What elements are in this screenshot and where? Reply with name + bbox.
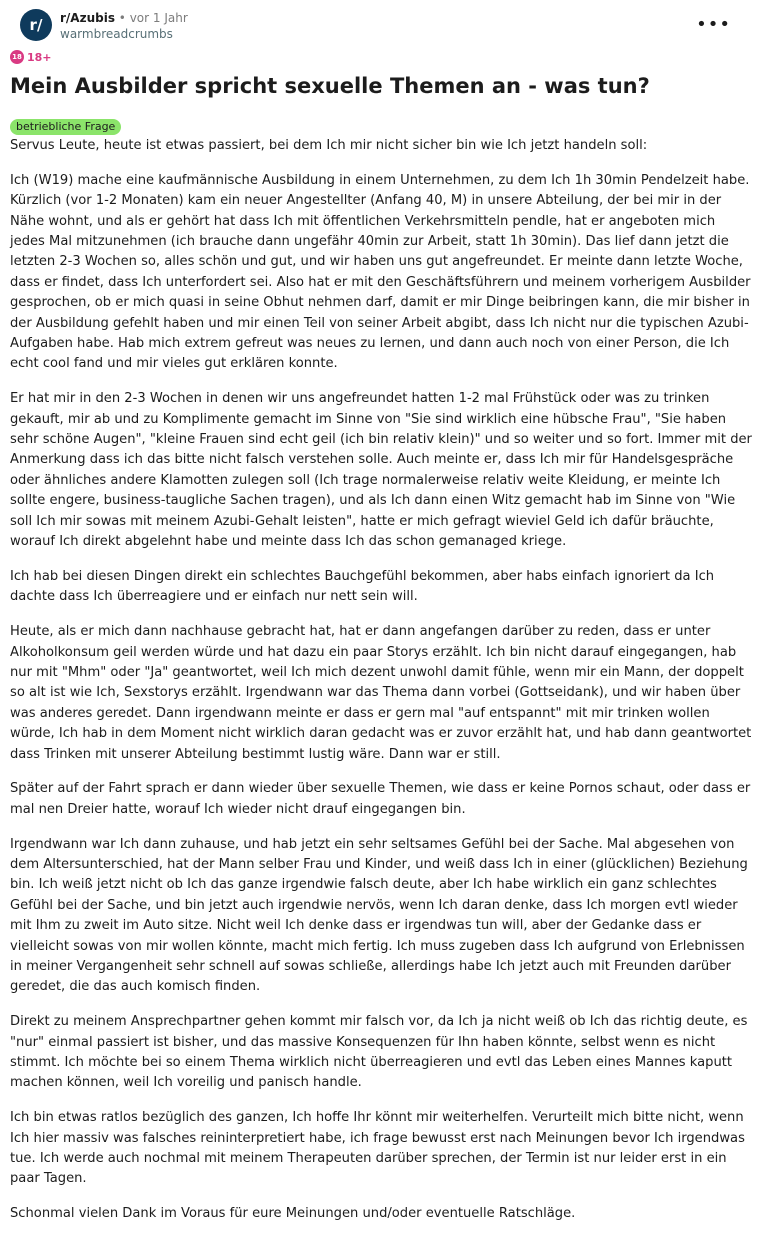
body-paragraph: Schonmal vielen Dank im Voraus für eure Meinungen und/oder eventuelle Ratschläge. — [10, 1206, 576, 1222]
body-paragraph: Servus Leute, heute ist etwas passiert, bei dem Ich mir nicht sicher bin wie Ich jetzt handeln soll: — [10, 138, 648, 153]
body-paragraph: Irgendwann war Ich dann zuhause, und hab jetzt ein sehr seltsames Gefühl bei der Sache. Mal abgesehen von dem Altersunterschied, hat der Mann selber Frau und Kinder, und weiß dass Ich in einer (glücklichen) Beziehung bin. Ich weiß jetzt nicht ob Ich das ganze irgendwie falsch deute, aber Ich habe wirklich ein ganz schlechtes Gefühl bei der Sache, und bin jetzt auch irgendwie nervös, wenn Ich daran denke, dass Ich morgen evtl wieder mit Ihm zu zweit im Auto sitze. Nicht weil Ich denke dass er irgendwas tun will, aber der Gedanke dass er vielleicht sowas von mir wollen könnte, macht mich fertig. Ich muss zugeben dass Ich aufgrund von Erlebnissen in meiner Vergangenheit sehr schnell auf sowas schließe, allerdings habe Ich jetzt auch mit Freunden darüber geredet, die das auch komisch finden. — [10, 836, 748, 995]
body-paragraph: Er hat mir in den 2-3 Wochen in denen wir uns angefreundet hatten 1-2 mal Frühstück oder was zu trinken gekauft, mir ab und zu Komplimente gemacht im Sinne von "Sie sind wirklich eine hübsche Frau", "Sie haben sehr schöne Augen", "kleine Frauen sind echt geil (ich bin relativ klein)" und so weiter und so fort. Immer mit der Anmerkung dass ich das bitte nicht falsch verstehen solle. Auch meinte er, dass Ich mir für Handelsgespräche oder ähnliches andere Klamotten zulegen soll (Ich trage normalerweise relativ weite Kleidung, er meinte Ich sollte engere, business-taugliche Sachen tragen), und als Ich dann einen Witz gemacht hab im Sinne von "Wie soll Ich mir sowas mit meinem Azubi-Gehalt leisten", hatte er mich gefragt wieviel Geld ich dafür bräuchte, worauf Ich direkt abgelehnt habe und meinte dass Ich das schon gemanaged kriege. — [10, 391, 752, 550]
nsfw-icon: 18 — [10, 50, 24, 64]
body-paragraph: Ich bin etwas ratlos bezüglich des ganzen, Ich hoffe Ihr könnt mir weiterhelfen. Verurteilt mich bitte nicht, wenn Ich hier massiv was falsches reininterpretiert habe, ich frage bewusst erst nach Meinungen bevor Ich irgendwas tue. Ich werde auch nochmal mit meinem Therapeuten darüber sprechen, der Termin ist nur leider erst in ein paar Tagen. — [10, 1110, 745, 1187]
body-paragraph: Später auf der Fahrt sprach er dann wieder über sexuelle Themen, wie dass er keine Pornos schaut, oder dass er mal nen Dreier hatte, worauf Ich wieder nicht drauf eingegangen bin. — [10, 781, 751, 817]
nsfw-label: 18+ — [27, 50, 52, 64]
subreddit-avatar[interactable]: r/ — [20, 9, 52, 41]
post-age: vor 1 Jahr — [129, 11, 188, 25]
post-body — [10, 136, 752, 1239]
more-options-icon[interactable]: ••• — [696, 14, 731, 35]
post-flair[interactable]: betriebliche Frage — [10, 119, 121, 135]
post-title: Mein Ausbilder spricht sexuelle Themen an - was tun? — [10, 74, 650, 98]
body-paragraph: Direkt zu meinem Ansprechpartner gehen kommt mir falsch vor, da Ich ja nicht weiß ob Ich das richtig deute, es "nur" einmal passiert ist bisher, und das massive Konsequenzen für Ihn haben könnte, selbst wenn es nicht stimmt. Ich möchte bei so einem Thema wirklich nicht überreagieren und evtl das Leben eines Mannes kaputt machen können, weil Ich voreilig und panisch handle. — [10, 1014, 748, 1091]
subreddit-link[interactable]: r/Azubis — [60, 11, 115, 25]
post-header — [10, 0, 751, 48]
meta-separator: • — [118, 11, 126, 25]
body-paragraph: Ich (W19) mache eine kaufmännische Ausbildung in einem Unternehmen, zu dem Ich 1h 30min Pendelzeit habe. Kürzlich (vor 1-2 Monaten) kam ein neuer Angestellter (Anfang 40, M) in unsere Abteilung, der bei mir in der Nähe wohnt, und als er gehört hat dass Ich mit öffentlichen Verkehrsmitteln pendle, hat er angeboten mich jedes Mal mitzunehmen (ich brauche dann ungefähr 40min zur Arbeit, statt 1h 30min). Das lief dann jetzt die letzten 2-3 Wochen so, alles schön und gut, und wir haben uns gut angefreundet. Er meinte dann letzte Woche, dass er findet, dass Ich unterfordert sei. Also hat er mit den Geschäftsführern und meinem vorherigem Ausbilder gesprochen, ob er mich quasi in seine Obhut nehmen darf, damit er mir Dinge beibringen kann, die mir bisher in der Ausbildung gefehlt haben und mir einen Teil von seiner Arbeit abgibt, dass Ich nicht nur die typischen Azubi-Aufgaben habe. Hab mich extrem gefreut was neues zu lernen, und dann auch noch von einer Person, die Ich echt cool fand und mir vieles gut erklären konnte. — [10, 172, 751, 372]
author-link[interactable]: warmbreadcrumbs — [60, 27, 173, 41]
body-paragraph: Heute, als er mich dann nachhause gebracht hat, hat er dann angefangen darüber zu reden, dass er unter Alkoholkonsum geil werden würde und hat dazu ein paar Storys erzählt. Ich bin nicht darauf eingegangen, hab nur mit "Mhm" oder "Ja" geantwortet, weil Ich mich dezent unwohl damit fühle, wenn mir ein Mann, der doppelt so alt ist wie Ich, Sexstorys erzählt. Irgendwann war das Thema dann vorbei (Gottseidank), und wir haben über was anderes geredet. Dann irgendwann meinte er dass er gern mal "auf entspannt" mit mir trinken wollen würde, Ich hab in dem Moment nicht wirklich daran gedacht was er zuvor erzählt hat, und hab dann geantwortet dass Trinken mit unserer Abteilung bestimmt lustig wäre. Dann war er still. — [10, 624, 752, 762]
body-paragraph: Ich hab bei diesen Dingen direkt ein schlechtes Bauchgefühl bekommen, aber habs einfach ignoriert da Ich dachte dass Ich überreagiere und er einfach nur nett sein will. — [10, 568, 715, 605]
post-meta — [60, 10, 188, 42]
nsfw-tag — [10, 50, 52, 64]
